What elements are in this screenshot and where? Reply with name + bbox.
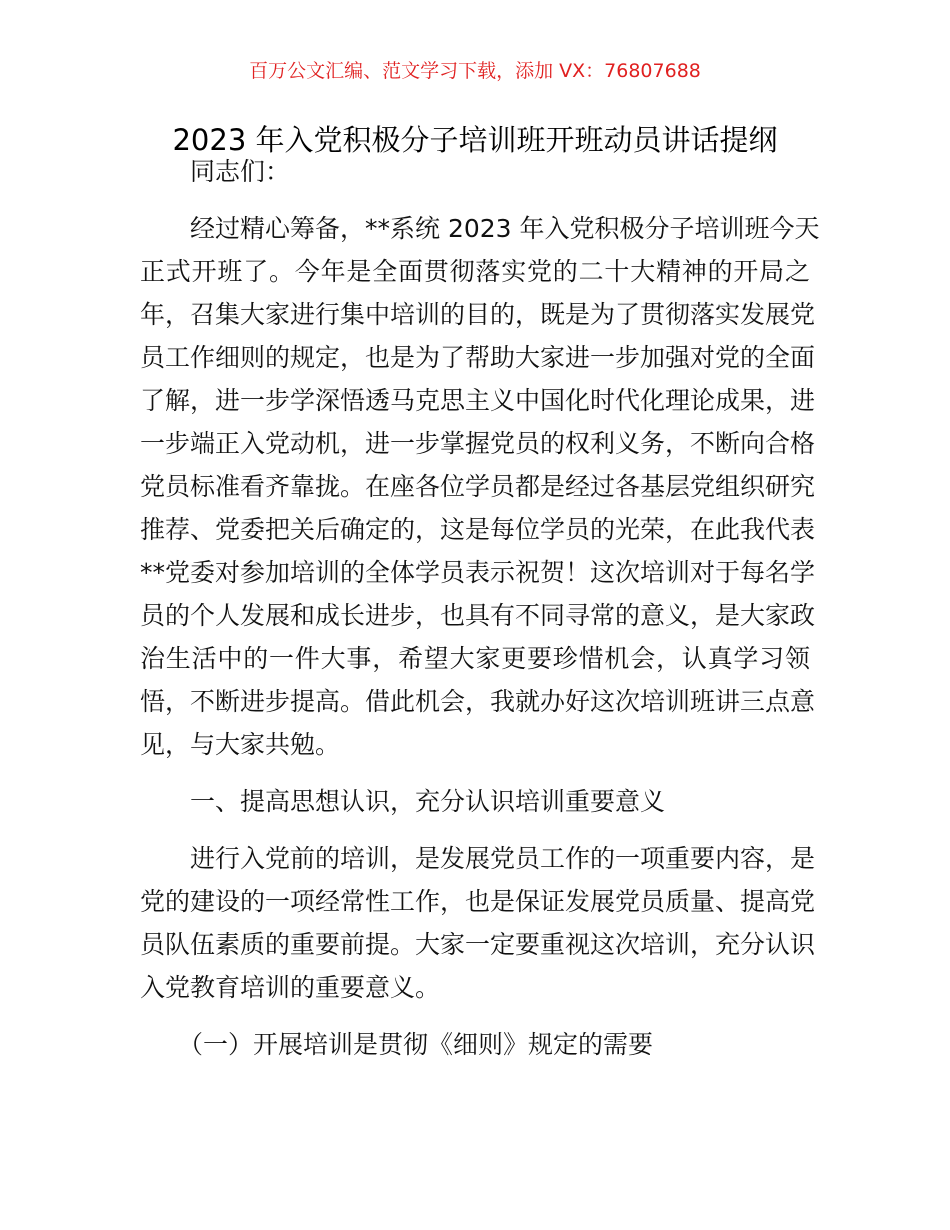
paragraph-section-one — [140, 837, 816, 1009]
section-heading: 一、提高思想认识，充分认识培训重要意义 — [190, 787, 666, 816]
paragraph-line: 一步端正入党动机，进一步掌握党员的权利义务，不断向合格 — [140, 429, 816, 458]
paragraph-line: 员的个人发展和成长进步，也具有不同寻常的意义，是大家政 — [140, 601, 816, 630]
paragraph-line: **党委对参加培训的全体学员表示祝贺！这次培训对于每名学 — [140, 558, 816, 587]
document-title: 2023 年入党积极分子培训班开班动员讲话提纲 — [172, 123, 778, 157]
document-body — [140, 150, 820, 1066]
paragraph-line: 了解，进一步学深悟透马克思主义中国化时代化理论成果，进 — [140, 386, 816, 415]
paragraph-line: 入党教育培训的重要意义。 — [140, 973, 441, 1002]
paragraph-line: 进行入党前的培训，是发展党员工作的一项重要内容，是 — [190, 844, 816, 873]
paragraph-line: 悟，不断进步提高。借此机会，我就办好这次培训班讲三点意 — [140, 687, 816, 716]
salutation: 同志们： — [190, 157, 291, 186]
paragraph-line: 见，与大家共勉。 — [140, 730, 341, 759]
paragraph-line: 员工作细则的规定，也是为了帮助大家进一步加强对党的全面 — [140, 343, 816, 372]
paragraph-opening — [140, 207, 820, 766]
paragraph-line: 正式开班了。今年是全面贯彻落实党的二十大精神的开局之 — [140, 257, 810, 286]
paragraph-line: 党员标准看齐靠拢。在座各位学员都是经过各基层党组织研究 — [140, 472, 816, 501]
paragraph-line: 党的建设的一项经常性工作，也是保证发展党员质量、提高党 — [140, 887, 816, 916]
subsection-heading: （一）开展培训是贯彻《细则》规定的需要 — [178, 1030, 654, 1059]
paragraph-line: 治生活中的一件大事，希望大家更要珍惜机会，认真学习领 — [140, 644, 810, 673]
paragraph-line: 推荐、党委把关后确定的，这是每位学员的光荣，在此我代表 — [140, 515, 816, 544]
paragraph-line: 年，召集大家进行集中培训的目的，既是为了贯彻落实发展党 — [140, 300, 816, 329]
paragraph-line: 员队伍素质的重要前提。大家一定要重视这次培训，充分认识 — [140, 930, 816, 959]
paragraph-line: 经过精心筹备，**系统 2023 年入党积极分子培训班今天 — [190, 214, 820, 243]
watermark-banner: 百万公文汇编、范文学习下载，添加 VX：76807688 — [249, 60, 701, 82]
